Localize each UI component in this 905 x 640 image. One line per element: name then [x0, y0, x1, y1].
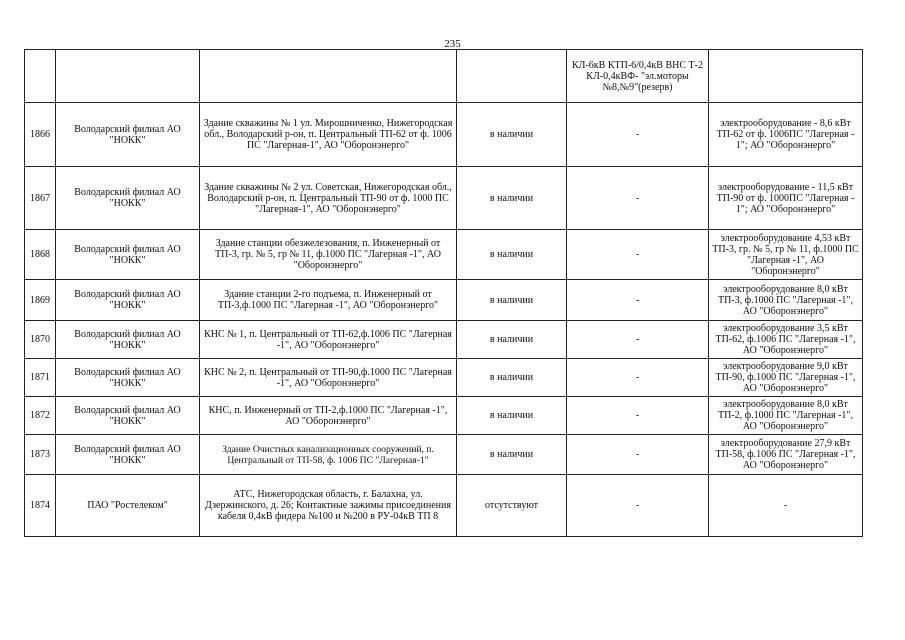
equipment-cell: -	[567, 230, 709, 280]
power-cell: электрооборудование 8,0 кВт ТП-3, ф.1000 ПС "Лагерная -1", АО "Оборонэнерго"	[709, 280, 863, 321]
table-row	[25, 321, 863, 359]
power-cell: электрооборудование - 8,6 кВт ТП-62 от ф. 1006ПС "Лагерная - 1"; АО "Оборонэнерго"	[709, 103, 863, 167]
table-row	[25, 397, 863, 435]
organization-cell: Володарский филиал АО "НОКК"	[56, 397, 200, 435]
row-number-cell: 1866	[25, 103, 56, 167]
object-cell: Здание станции обезжелезования, п. Инженерный от ТП-3, гр. № 5, гр № 11, ф.1000 ПС "Лагерная -1", АО "Оборонэнерго"	[200, 230, 457, 280]
organization-cell: Володарский филиал АО "НОКК"	[56, 167, 200, 230]
table-row	[25, 435, 863, 475]
document-table	[24, 49, 863, 537]
status-cell: в наличии	[457, 103, 567, 167]
power-cell: электрооборудование 4,53 кВт ТП-3, гр. № 5, гр № 11, ф.1000 ПС "Лагерная -1", АО "Оборонэнерго"	[709, 230, 863, 280]
equipment-cell: -	[567, 359, 709, 397]
row-number-cell: 1869	[25, 280, 56, 321]
row-number-cell: 1867	[25, 167, 56, 230]
organization-cell: Володарский филиал АО "НОКК"	[56, 103, 200, 167]
page-number: 235	[444, 38, 461, 50]
status-cell: в наличии	[457, 397, 567, 435]
power-cell	[709, 50, 863, 103]
row-number-cell	[25, 50, 56, 103]
status-cell	[457, 50, 567, 103]
object-cell: АТС, Нижегородская область, г. Балахна, ул. Дзержинского, д. 26; Контактные зажимы присоединения кабеля 0,4кВ фидера №100 и №200 в РУ-04кВ ТП 8	[200, 475, 457, 537]
organization-cell: Володарский филиал АО "НОКК"	[56, 359, 200, 397]
object-cell: КНС № 1, п. Центральный от ТП-62,ф.1006 ПС "Лагерная -1", АО "Оборонэнерго"	[200, 321, 457, 359]
power-cell: электрооборудование 8,0 кВт ТП-2, ф.1000 ПС "Лагерная -1", АО "Оборонэнерго"	[709, 397, 863, 435]
status-cell: в наличии	[457, 321, 567, 359]
row-number-cell: 1874	[25, 475, 56, 537]
organization-cell: ПАО "Ростелеком"	[56, 475, 200, 537]
object-cell: Здание Очистных канализационных сооружений, п. Центральный от ТП-58, ф. 1006 ПС "Лагерная-1"	[200, 435, 457, 475]
equipment-cell: -	[567, 103, 709, 167]
organization-cell	[56, 50, 200, 103]
row-number-cell: 1870	[25, 321, 56, 359]
status-cell: в наличии	[457, 230, 567, 280]
table-row	[25, 230, 863, 280]
equipment-cell: -	[567, 167, 709, 230]
equipment-cell: -	[567, 321, 709, 359]
object-cell: Здание станции 2-го подъема, п. Инженерный от ТП-3,ф.1000 ПС "Лагерная -1", АО "Оборонэнерго"	[200, 280, 457, 321]
object-cell: КНС № 2, п. Центральный от ТП-90,ф.1000 ПС "Лагерная -1", АО "Оборонэнерго"	[200, 359, 457, 397]
row-number-cell: 1873	[25, 435, 56, 475]
equipment-cell: -	[567, 280, 709, 321]
table-row	[25, 280, 863, 321]
status-cell: в наличии	[457, 435, 567, 475]
power-cell: электрооборудование 9,0 кВт ТП-90, ф.1000 ПС "Лагерная -1", АО "Оборонэнерго"	[709, 359, 863, 397]
table-row	[25, 359, 863, 397]
status-cell: в наличии	[457, 359, 567, 397]
table-row	[25, 103, 863, 167]
object-cell: КНС, п. Инженерный от ТП-2,ф.1000 ПС "Лагерная -1", АО "Оборонэнерго"	[200, 397, 457, 435]
power-cell: электрооборудование 3,5 кВт ТП-62, ф.1006 ПС "Лагерная -1", АО "Оборонэнерго"	[709, 321, 863, 359]
status-cell: отсутствуют	[457, 475, 567, 537]
organization-cell: Володарский филиал АО "НОКК"	[56, 321, 200, 359]
equipment-cell: -	[567, 475, 709, 537]
table-row	[25, 167, 863, 230]
equipment-cell: -	[567, 397, 709, 435]
power-cell: электрооборудование - 11,5 кВт ТП-90 от ф. 1000ПС "Лагерная - 1"; АО "Оборонэнерго"	[709, 167, 863, 230]
organization-cell: Володарский филиал АО "НОКК"	[56, 230, 200, 280]
equipment-cell: -	[567, 435, 709, 475]
organization-cell: Володарский филиал АО "НОКК"	[56, 435, 200, 475]
power-cell: электрооборудование 27,9 кВт ТП-58, ф.1006 ПС "Лагерная -1", АО "Оборонэнерго"	[709, 435, 863, 475]
row-number-cell: 1872	[25, 397, 56, 435]
table-row	[25, 475, 863, 537]
row-number-cell: 1868	[25, 230, 56, 280]
object-cell	[200, 50, 457, 103]
equipment-cell: КЛ-6кВ КТП-6/0,4кВ ВНС Т-2 КЛ-0,4кВФ- "эл.моторы №8,№9"(резерв)	[567, 50, 709, 103]
object-cell: Здание скважины № 1 ул. Мирошниченко, Нижегородская обл., Володарский р-он, п. Центральный ТП-62 от ф. 1006 ПС "Лагерная-1", АО "Оборонэнерго"	[200, 103, 457, 167]
table-row	[25, 50, 863, 103]
row-number-cell: 1871	[25, 359, 56, 397]
object-cell: Здание скважины № 2 ул. Советская, Нижегородская обл., Володарский р-он, п. Центральный ТП-90 от ф. 1000 ПС "Лагерная-1", АО "Оборонэнерго"	[200, 167, 457, 230]
status-cell: в наличии	[457, 167, 567, 230]
organization-cell: Володарский филиал АО "НОКК"	[56, 280, 200, 321]
power-cell: -	[709, 475, 863, 537]
status-cell: в наличии	[457, 280, 567, 321]
